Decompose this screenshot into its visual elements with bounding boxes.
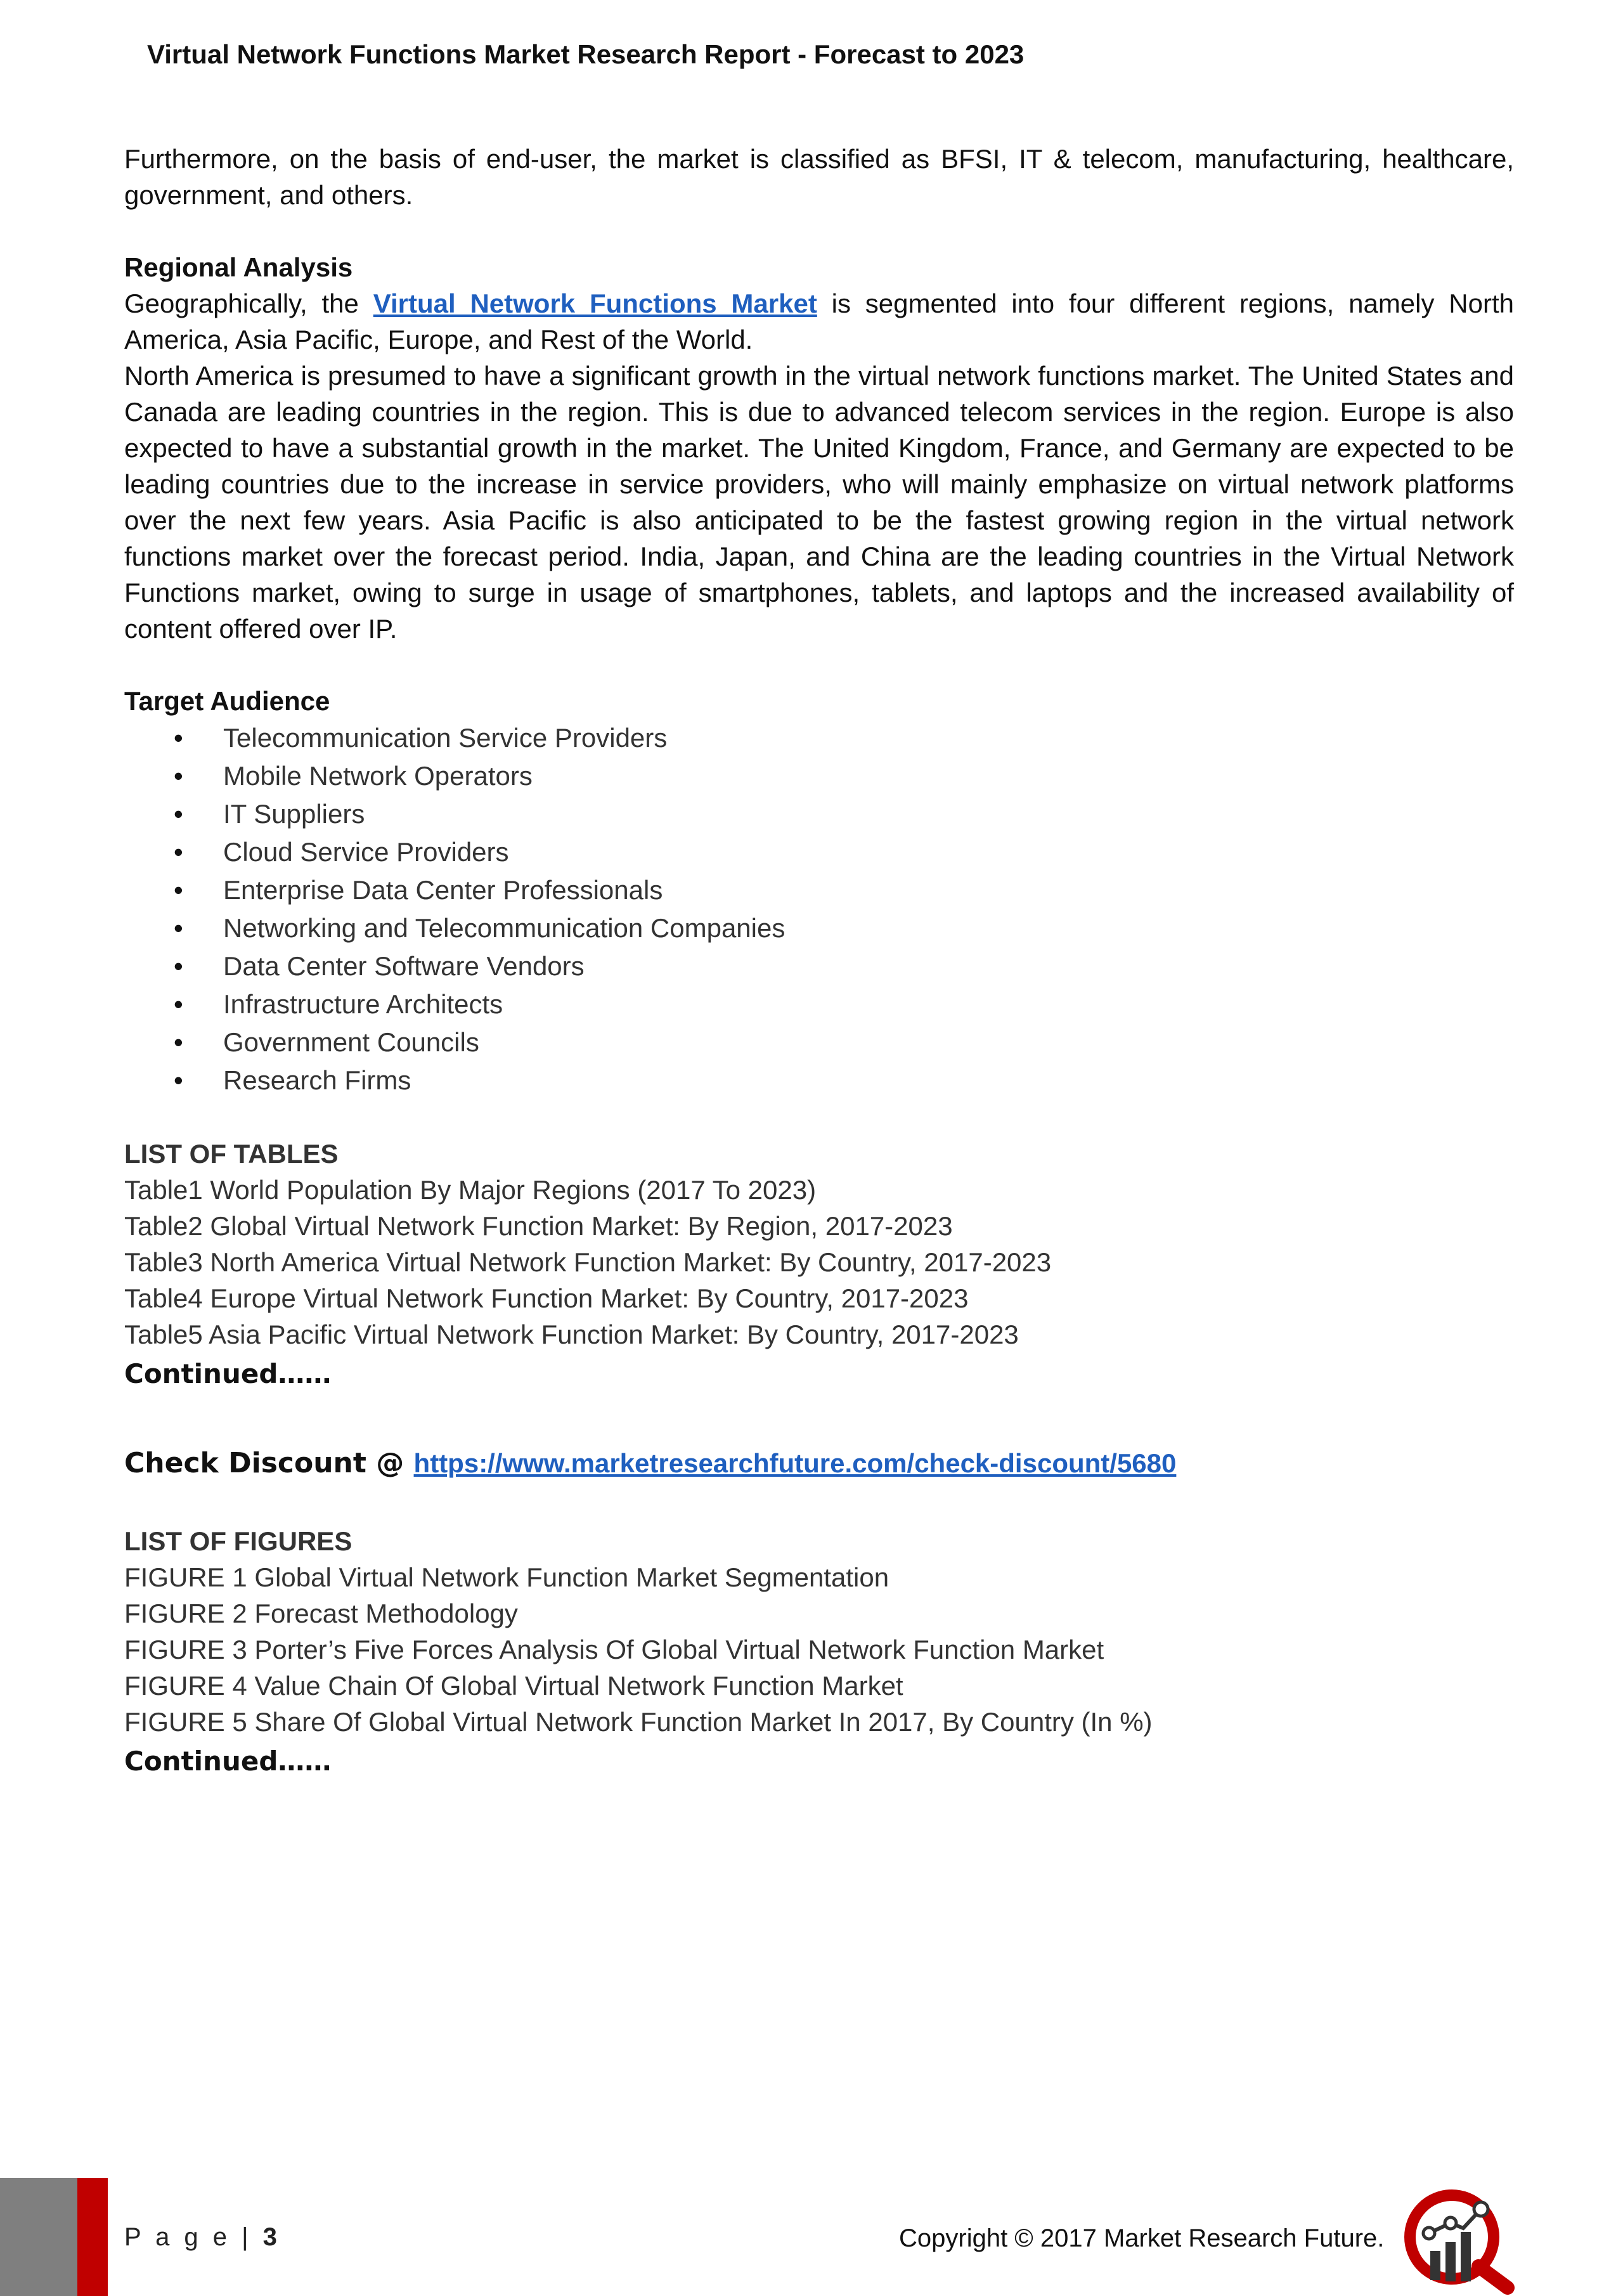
figure-entry: FIGURE 4 Value Chain Of Global Virtual Network Function Market	[124, 1671, 903, 1701]
figures-continued: Continued……	[124, 1746, 332, 1777]
list-item: • Enterprise Data Center Professionals	[124, 871, 1514, 909]
regional-text-before-link: Geographically, the	[124, 289, 373, 318]
target-audience-heading: Target Audience	[124, 686, 330, 716]
check-discount-link[interactable]: https://www.marketresearchfuture.com/check-discount/5680	[413, 1448, 1177, 1478]
check-discount-label: Check Discount @	[124, 1447, 414, 1479]
logo-bar-1	[1430, 2251, 1440, 2280]
mrfr-logo-icon	[1401, 2181, 1528, 2295]
target-audience-list	[124, 719, 1514, 1099]
table-entry: Table1 World Population By Major Regions (2017 To 2023)	[124, 1175, 817, 1205]
copyright-text: Copyright © 2017 Market Research Future.	[899, 2224, 1385, 2252]
list-of-figures-heading: LIST OF FIGURES	[124, 1526, 352, 1556]
report-header-title: Virtual Network Functions Market Research Report - Forecast to 2023	[147, 39, 1025, 69]
figure-entry: FIGURE 5 Share Of Global Virtual Network Function Market In 2017, By Country (In %)	[124, 1707, 1153, 1737]
logo-handle	[1478, 2266, 1508, 2288]
table-entry: Table3 North America Virtual Network Function Market: By Country, 2017-2023	[124, 1247, 1052, 1277]
logo-bar-3	[1461, 2232, 1471, 2281]
tables-continued: Continued……	[124, 1358, 332, 1389]
table-entry: Table2 Global Virtual Network Function Market: By Region, 2017-2023	[124, 1211, 953, 1241]
figure-entry: FIGURE 2 Forecast Methodology	[124, 1599, 518, 1628]
list-item: • Mobile Network Operators	[124, 757, 1514, 795]
table-entry: Table4 Europe Virtual Network Function Market: By Country, 2017-2023	[124, 1283, 969, 1313]
page-label-text: P a g e |	[124, 2223, 263, 2251]
page-content	[124, 141, 1514, 1783]
logo-node-2	[1445, 2217, 1456, 2229]
figure-entry: FIGURE 1 Global Virtual Network Function Market Segmentation	[124, 1562, 889, 1592]
check-discount-line	[124, 1445, 1514, 1481]
list-item: • Networking and Telecommunication Companies	[124, 909, 1514, 947]
logo-node-3	[1474, 2202, 1488, 2216]
list-item: • Government Councils	[124, 1023, 1514, 1061]
list-item: • Infrastructure Architects	[124, 985, 1514, 1023]
regional-paragraph-1	[124, 285, 1514, 358]
regional-text-after-link: is segmented into four different regions, namely North America, Asia Pacific, Europe, and Rest of the World.	[124, 289, 1515, 354]
market-link[interactable]: Virtual Network Functions Market	[373, 289, 817, 318]
logo-bar-2	[1445, 2242, 1456, 2281]
intro-paragraph: Furthermore, on the basis of end-user, the market is classified as BFSI, IT & telecom, manufacturing, healthcare, government, and others.	[124, 144, 1514, 210]
list-of-tables-heading: LIST OF TABLES	[124, 1139, 339, 1169]
logo-node-1	[1423, 2228, 1435, 2239]
footer-gray-bar	[0, 2178, 77, 2296]
regional-paragraph-2: North America is presumed to have a significant growth in the virtual network functions market. The United States and Canada are leading countries in the region. This is due to advanced telecom services in the region. Europe is also expected to have a substantial growth in the market. The United Kingdom, France, and Germany are expected to be leading countries due to the increase in service providers, who will mainly emphasize on virtual network platforms over the next few years. Asia Pacific is also anticipated to be the fastest growing region in the virtual network functions market over the forecast period. India, Japan, and China are the leading countries in the Virtual Network Functions market, owing to surge in usage of smartphones, tablets, and laptops and the increased availability of content offered over IP.	[124, 361, 1514, 644]
footer-red-bar	[77, 2178, 108, 2296]
list-item: • IT Suppliers	[124, 795, 1514, 833]
list-item: • Cloud Service Providers	[124, 833, 1514, 871]
table-entry: Table5 Asia Pacific Virtual Network Function Market: By Country, 2017-2023	[124, 1320, 1019, 1349]
list-item: • Telecommunication Service Providers	[124, 719, 1514, 757]
list-item: • Research Firms	[124, 1061, 1514, 1099]
figure-entry: FIGURE 3 Porter’s Five Forces Analysis Of Global Virtual Network Function Market	[124, 1635, 1104, 1664]
list-item: • Data Center Software Vendors	[124, 947, 1514, 985]
page-number-label	[124, 2223, 277, 2252]
regional-analysis-heading: Regional Analysis	[124, 252, 353, 282]
page-number: 3	[262, 2223, 277, 2251]
